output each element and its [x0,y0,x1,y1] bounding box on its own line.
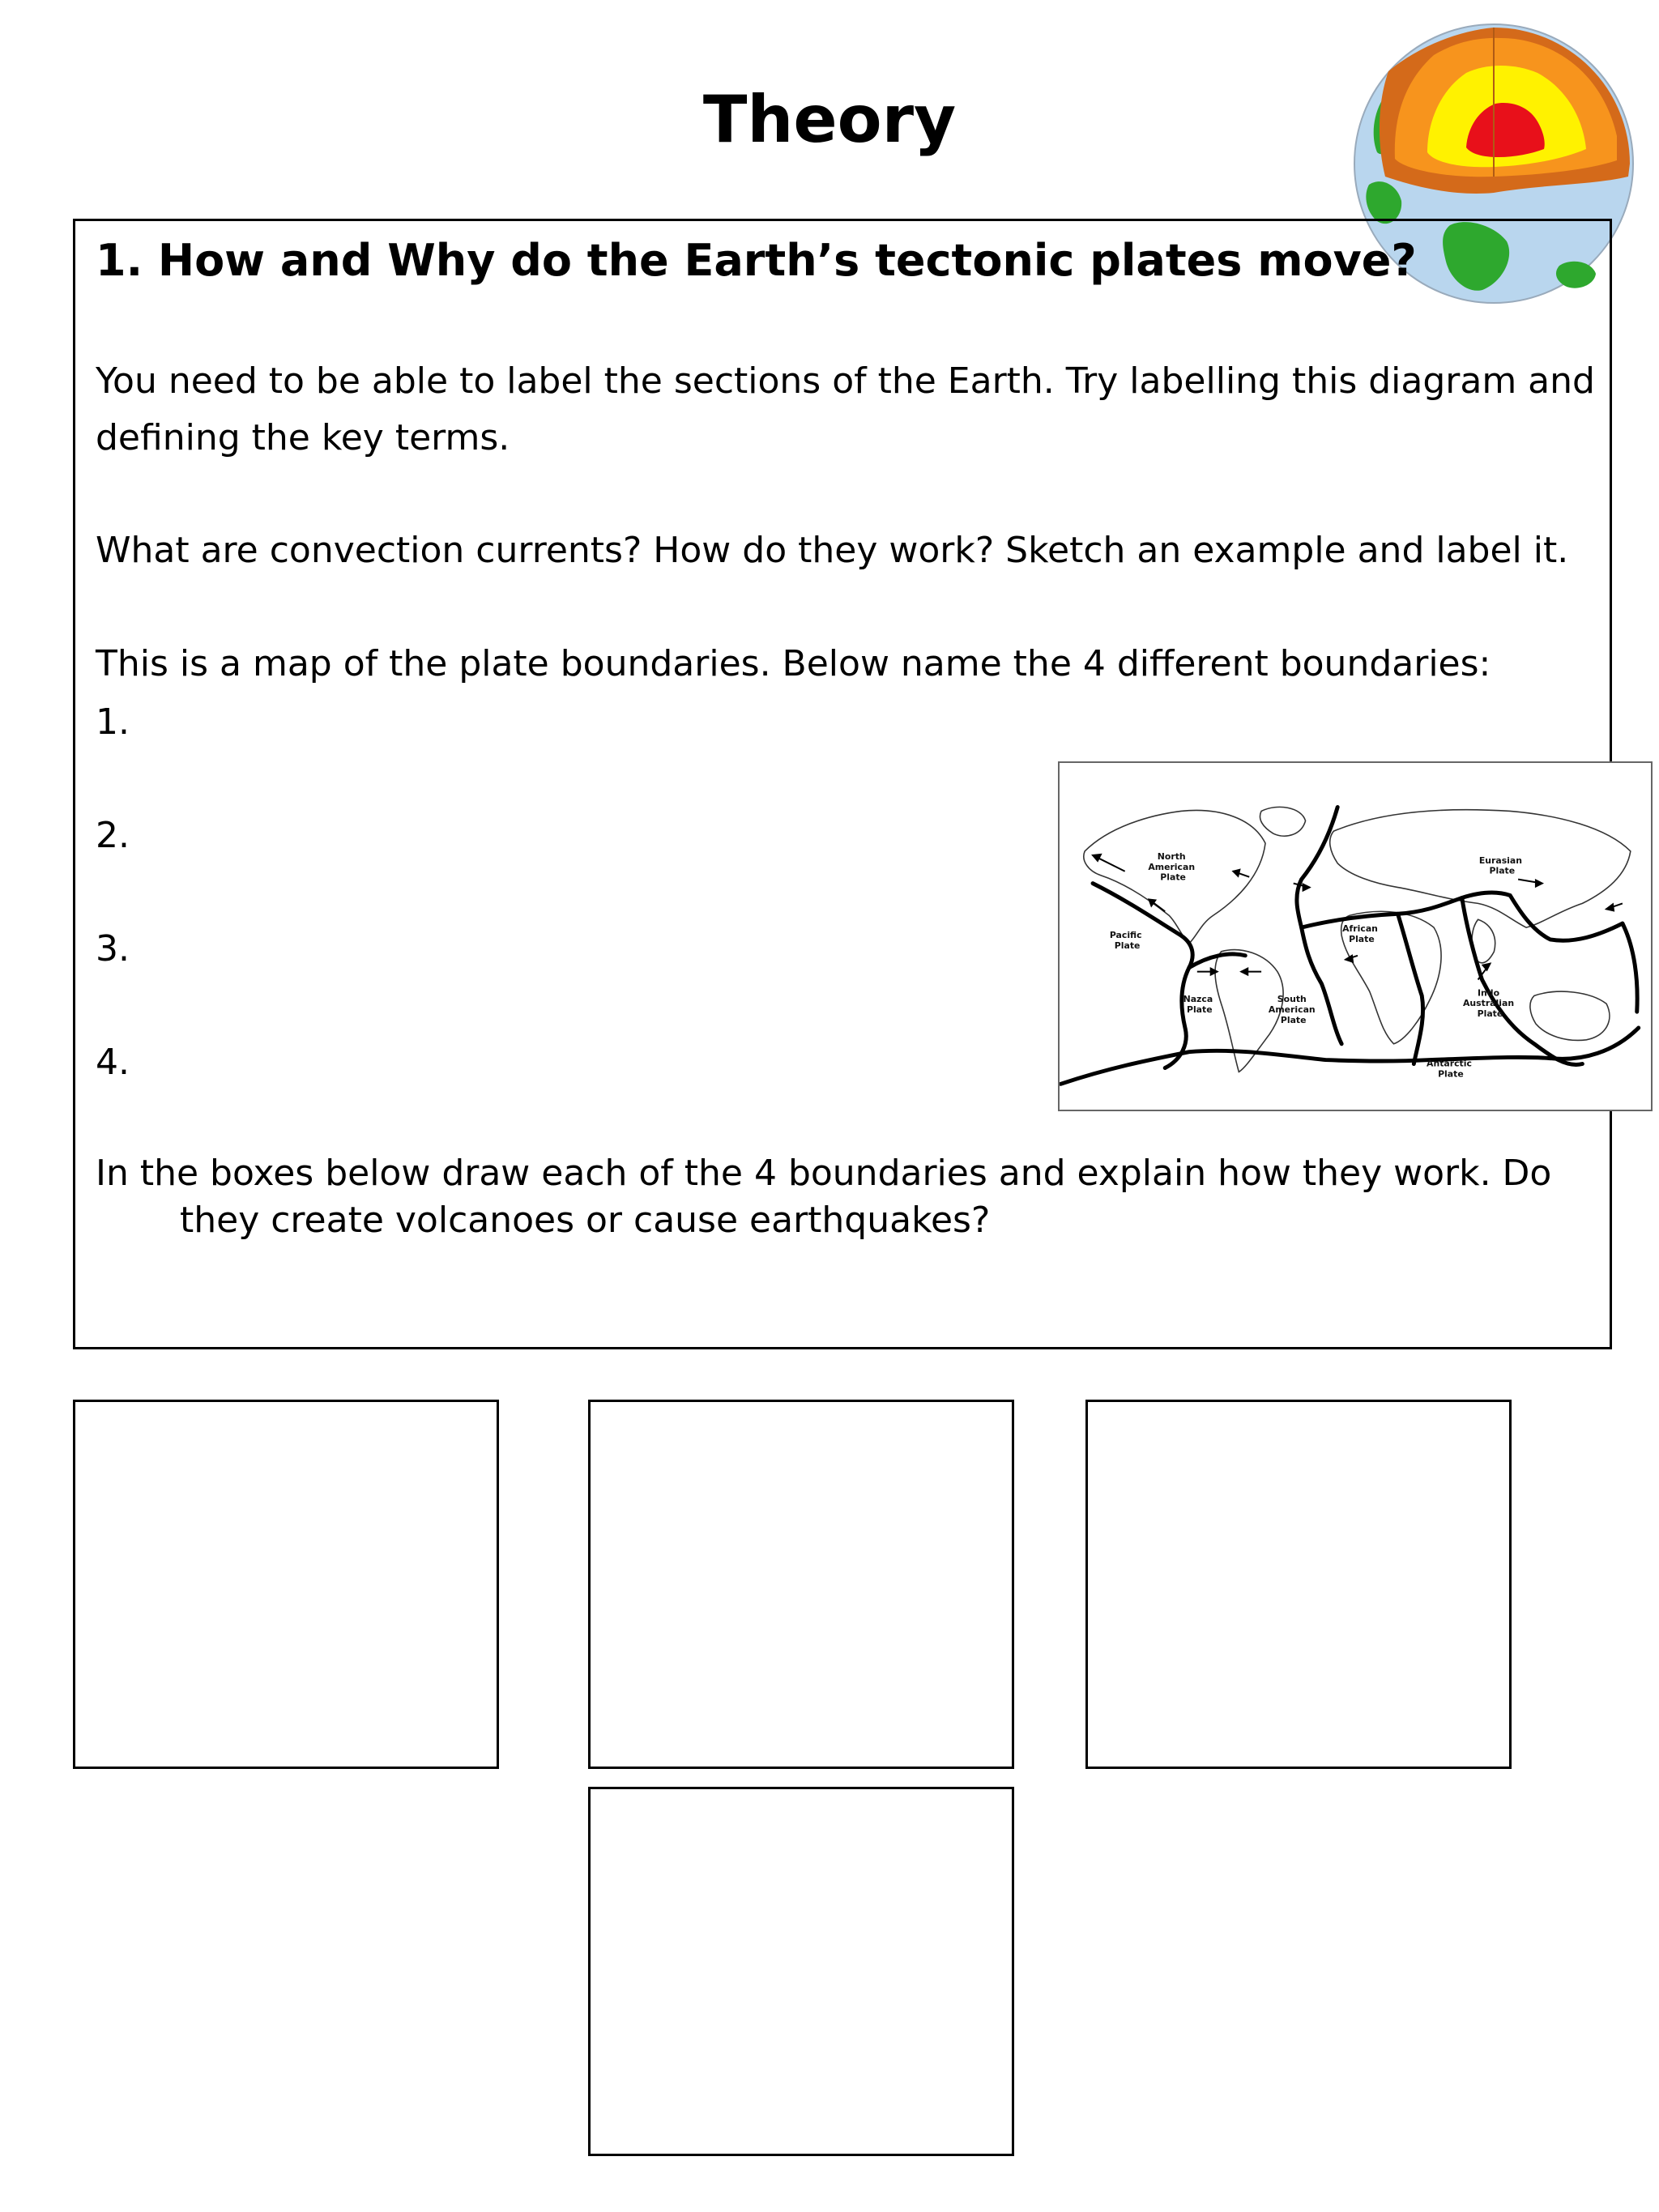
boundary-number-2: 2. [96,815,130,856]
map-label-eurasian-2: Plate [1489,865,1516,876]
boundary-number-1: 1. [96,701,130,743]
map-label-south-american-1: South [1277,994,1307,1005]
drawing-box-4[interactable] [588,1787,1014,2156]
boundary-africa-eurasia [1302,897,1462,927]
svg-text:Antarctic Plate [1427,1059,1475,1080]
map-label-north-american-3: Plate [1160,872,1186,883]
drawing-box-2[interactable] [588,1400,1014,1769]
greenland-outline [1260,807,1305,836]
drawing-box-3[interactable] [1085,1400,1512,1769]
map-label-north-american-1: North [1157,850,1186,862]
map-label-eurasian-1: Eurasian [1478,855,1522,866]
question-heading: 1. How and Why do the Earth’s tectonic plates move? [96,235,1417,286]
map-label-nazca-2: Plate [1186,1004,1213,1016]
eurasia-outline [1330,810,1631,927]
layers-line-1: You need to be able to label the sections of the Earth. Try labelling this diagram and [96,360,1595,402]
boundary-indo-eurasia [1462,893,1623,940]
map-label-antarctic-2: Plate [1438,1068,1464,1080]
drawing-box-1[interactable] [73,1400,499,1769]
boundary-number-3: 3. [96,928,130,970]
map-label-pacific-1: Pacific [1109,929,1142,940]
map-instructions: This is a map of the plate boundaries. Below name the 4 different boundaries: [96,643,1491,684]
page-title: Theory [702,82,957,157]
map-label-nazca-1: Nazca [1183,994,1213,1005]
australia-outline [1530,991,1610,1040]
map-label-antarctic-1: Antarctic [1427,1058,1472,1069]
map-label-indo-australian-1: Indo [1478,987,1500,999]
map-label-north-american-2: American [1148,861,1196,872]
map-label-african-1: African [1342,923,1378,935]
svg-text:Pacific Plate [1110,930,1145,951]
map-label-indo-australian-2: Australian [1463,998,1515,1009]
boxes-instructions [96,1150,1551,1244]
map-label-south-american-3: Plate [1280,1015,1307,1025]
boundary-number-4: 4. [96,1042,130,1083]
svg-text:South American Plate [1269,994,1319,1025]
boundary-pacific-west [1623,923,1637,1012]
map-label-south-american-2: American [1268,1004,1316,1016]
boxes-line-1: In the boxes below draw each of the 4 boundaries and explain how they work. Do [96,1153,1552,1194]
map-label-pacific-2: Plate [1114,940,1141,951]
svg-text:North American Plate [1148,851,1198,883]
boundary-east-africa [1398,914,1423,1063]
svg-text:Indo Australian Plate [1463,987,1517,1019]
boundary-pacific-east [1093,884,1192,1068]
svg-text:African Plate [1342,923,1381,944]
svg-text:Nazca Plate [1183,994,1216,1015]
layers-line-2: defining the key terms. [96,417,510,458]
plate-boundaries-map [1058,761,1653,1111]
map-label-african-2: Plate [1349,933,1375,944]
convection-instructions: What are convection currents? How do they work? Sketch an example and label it. [96,530,1569,571]
layers-instructions [96,353,1595,467]
svg-text:Eurasian Plate [1479,855,1525,876]
map-label-indo-australian-3: Plate [1477,1008,1503,1020]
boxes-line-2: they create volcanoes or cause earthquakes? [180,1200,991,1241]
